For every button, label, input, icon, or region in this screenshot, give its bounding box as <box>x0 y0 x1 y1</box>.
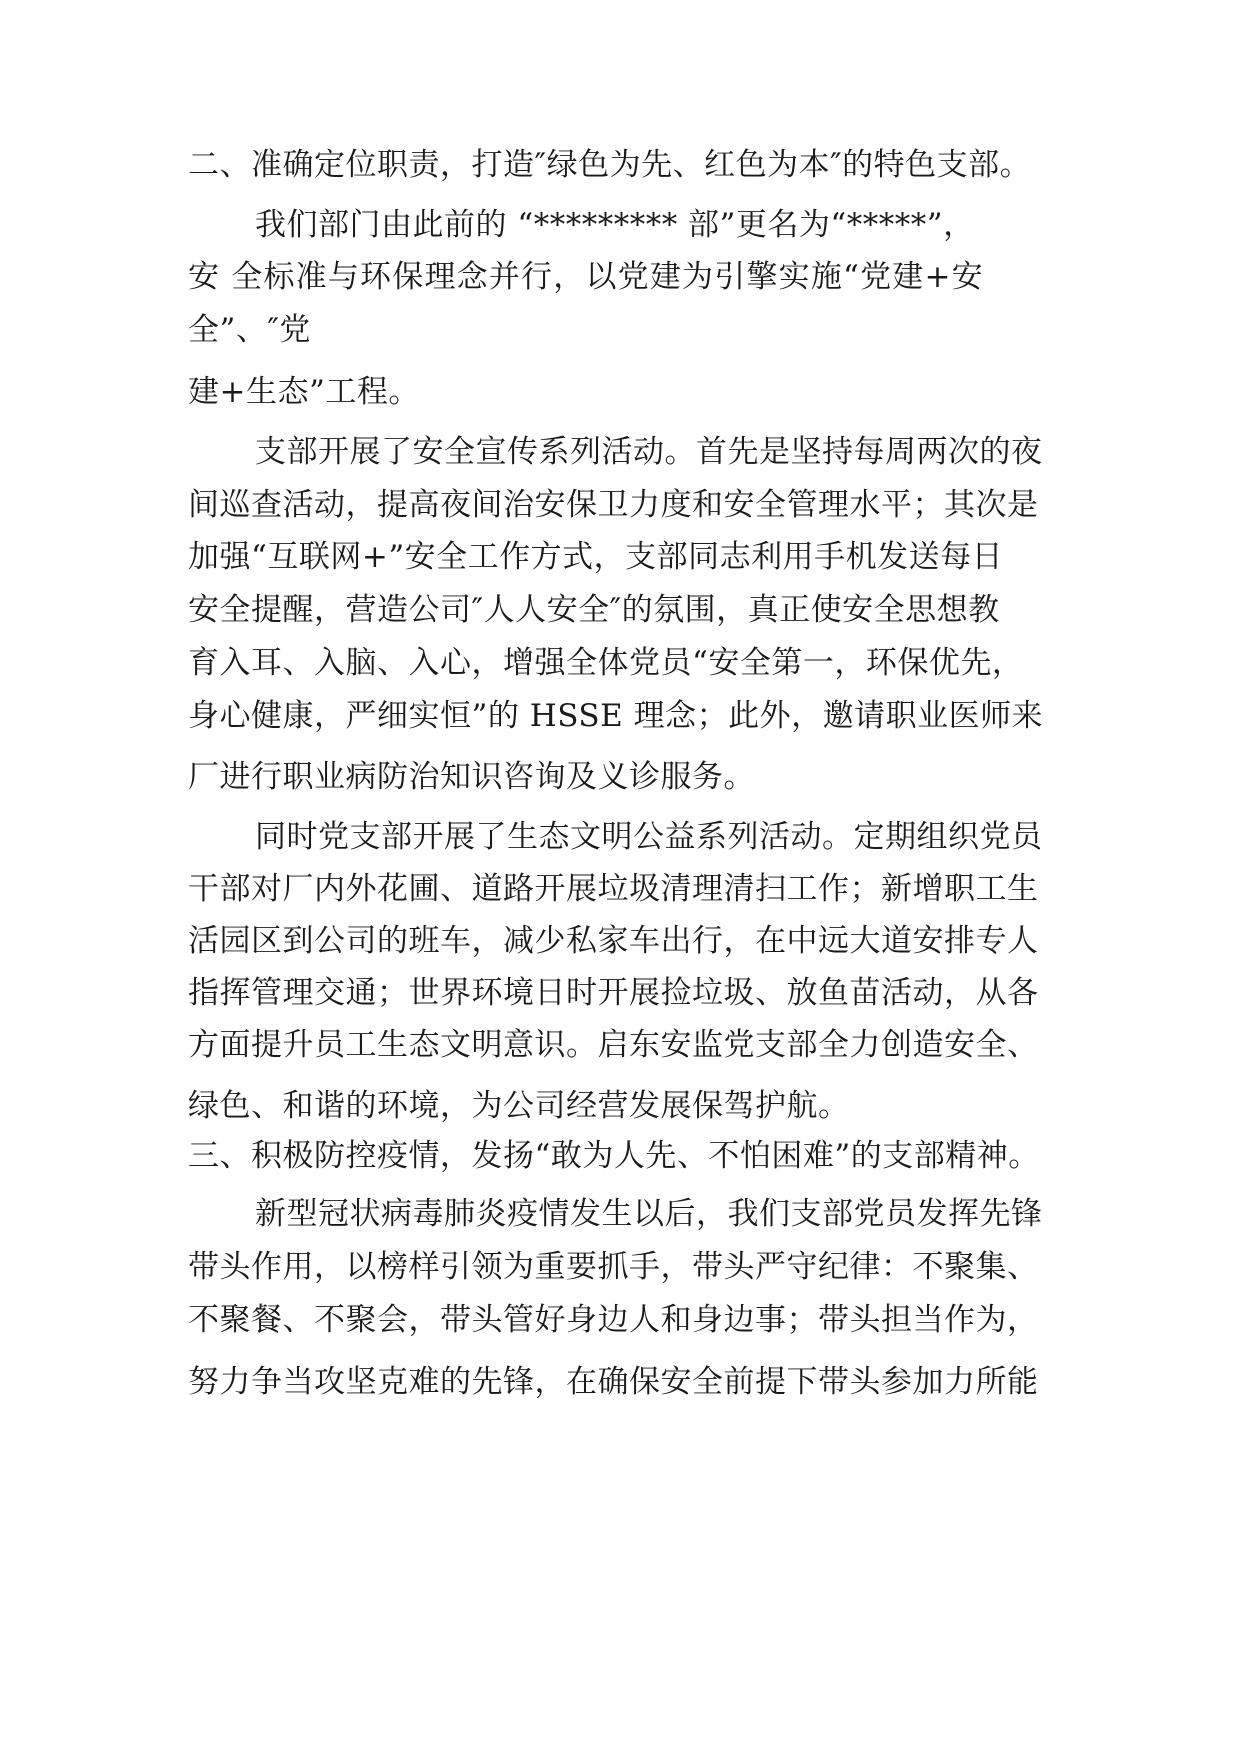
paragraph-line: 间巡查活动，提高夜间治安保卫力度和安全管理水平；其次是 <box>188 487 1039 523</box>
paragraph-line: 干部对厂内外花圃、道路开展垃圾清理清扫工作；新增职工生 <box>188 871 1039 907</box>
section-heading-3: 三、积极防控疫情，发扬“敢为人先、不怕困难”的支部精神。 <box>188 1138 1040 1174</box>
paragraph-line: 安全提醒，营造公司″人人安全″的氛围，真正使安全思想教 <box>188 592 1000 628</box>
paragraph-line: 绿色、和谐的环境，为公司经营发展保驾护航。 <box>188 1088 850 1124</box>
paragraph-line: 厂进行职业病防治知识咨询及义诊服务。 <box>188 759 755 795</box>
paragraph-line: 加强“互联网+”安全工作方式，支部同志利用手机发送每日 <box>188 539 1004 575</box>
paragraph-line: 身心健康，严细实恒”的 HSSE 理念；此外，邀请职业医师来 <box>188 698 1044 734</box>
paragraph-line: 努力争当攻坚克难的先锋，在确保安全前提下带头参加力所能 <box>188 1364 1039 1400</box>
paragraph-line: 新型冠状病毒肺炎疫情发生以后，我们支部党员发挥先锋 <box>255 1196 1043 1232</box>
paragraph-line: 同时党支部开展了生态文明公益系列活动。定期组织党员 <box>255 819 1043 855</box>
paragraph-line: 支部开展了安全宣传系列活动。首先是坚持每周两次的夜 <box>255 434 1043 470</box>
paragraph-line: 育入耳、入脑、入心，增强全体党员“安全第一，环保优先， <box>188 645 1024 681</box>
paragraph-line: 建+生态”工程。 <box>188 374 420 410</box>
paragraph-line: 全”、″党 <box>188 312 311 348</box>
section-heading-2: 二、准确定位职责，打造″绿色为先、红色为本″的特色支部。 <box>188 147 1032 183</box>
paragraph-line: 带头作用，以榜样引领为重要抓手，带头严守纪律：不聚集、 <box>188 1249 1039 1285</box>
paragraph-line: 活园区到公司的班车，减少私家车出行，在中远大道安排专人 <box>188 923 1039 959</box>
paragraph-line: 方面提升员工生态文明意识。启东安监党支部全力创造安全、 <box>188 1027 1039 1063</box>
paragraph-line: 指挥管理交通；世界环境日时开展捡垃圾、放鱼苗活动，从各 <box>188 975 1039 1011</box>
paragraph-line: 我们部门由此前的 “********* 部”更名为“*****”， <box>255 207 975 243</box>
paragraph-line: 不聚餐、不聚会，带头管好身边人和身边事；带头担当作为， <box>188 1302 1039 1338</box>
paragraph-line: 安 全标准与环保理念并行，以党建为引擎实施“党建+安 <box>188 259 984 295</box>
